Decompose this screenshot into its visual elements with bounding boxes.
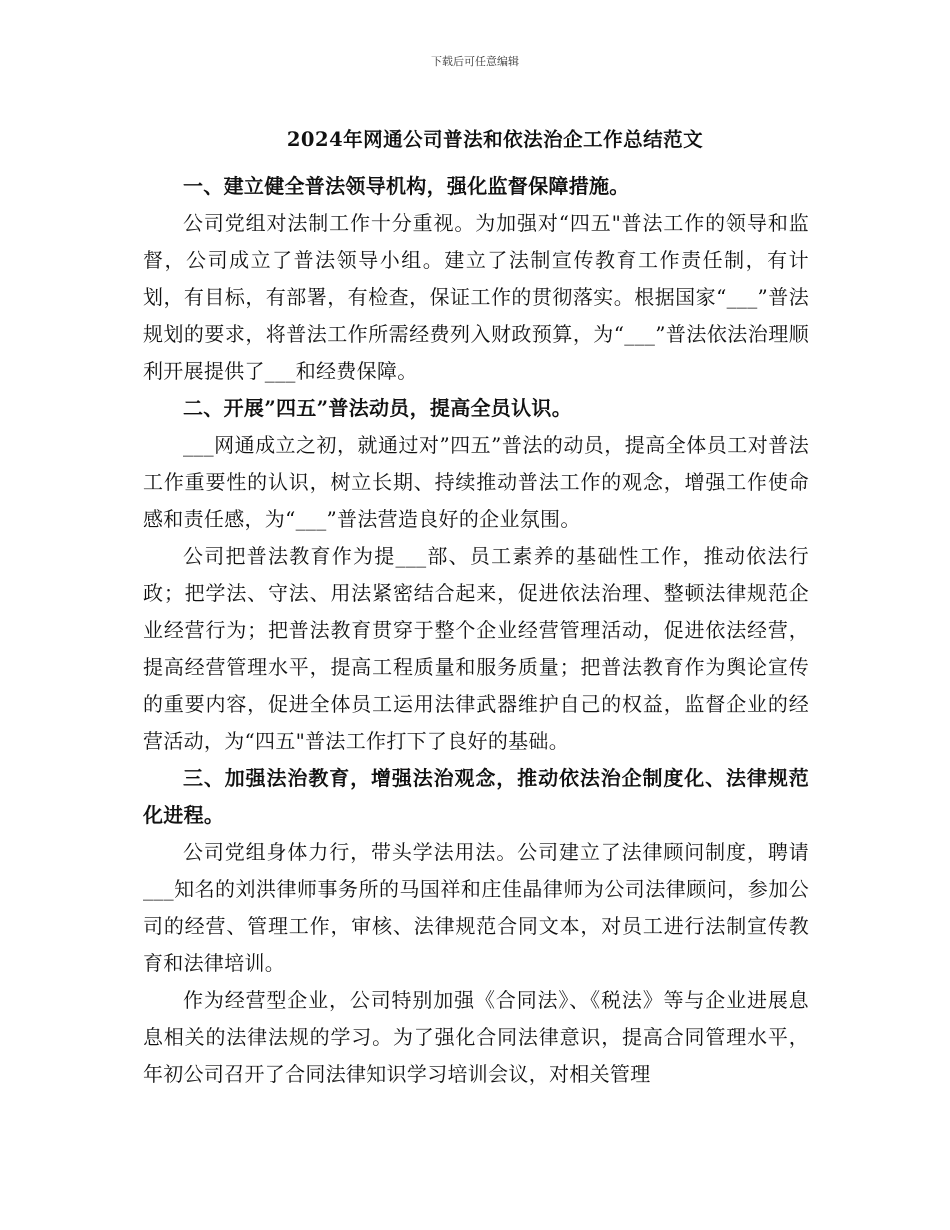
section-heading-3: 三、加强法治教育，增强法治观念，推动依法治企制度化、法律规范化进程。 (143, 766, 809, 827)
paragraph: 作为经营型企业，公司特别加强《合同法》、《税法》等与企业进展息息相关的法律法规的学习。为了强化合同法律意识，提高合同管理水平，年初公司召开了合同法律知识学习培训会议，对相关管理 (143, 988, 809, 1086)
section-heading-2: 二、开展”四五”普法动员，提高全员认识。 (183, 396, 573, 420)
paragraph: 公司党组对法制工作十分重视。为加强对“四五"普法工作的领导和监督，公司成立了普法领导小组。建立了法制宣传教育工作责任制，有计划，有目标，有部署，有检查，保证工作的贯彻落实。根据国家“___”普法规划的要求，将普法工作所需经费列入财政预算，为“___”普法依法治理顺利开展提供了___和经费保障。 (143, 211, 809, 383)
section-heading-1: 一、建立健全普法领导机构，强化监督保障措施。 (183, 174, 630, 198)
page-header-note: 下载后可任意编辑 (431, 55, 519, 68)
paragraph: 公司把普法教育作为提___部、员工素养的基础性工作，推动依法行政；把学法、守法、用法紧密结合起来，促进依法治理、整顿法律规范企业经营行为；把普法教育贯穿于整个企业经营管理活动，促进依法经营，提高经营管理水平，提高工程质量和服务质量；把普法教育作为舆论宣传的重要内容，促进全体员工运用法律武器维护自己的权益，监督企业的经营活动，为“四五"普法工作打下了良好的基础。 (143, 544, 809, 753)
paragraph: ___网通成立之初，就通过对”四五”普法的动员，提高全体员工对普法工作重要性的认识，树立长期、持续推动普法工作的观念，增强工作使命感和责任感，为“___”普法营造良好的企业氛围。 (143, 433, 809, 531)
paragraph: 公司党组身体力行，带头学法用法。公司建立了法律顾问制度，聘请___知名的刘洪律师事务所的马国祥和庄佳晶律师为公司法律顾问，参加公司的经营、管理工作，审核、法律规范合同文本，对员工进行法制宣传教育和法律培训。 (143, 840, 809, 975)
document-body (143, 168, 809, 1093)
document-title: 2024年网通公司普法和依法治企工作总结范文 (286, 128, 704, 151)
